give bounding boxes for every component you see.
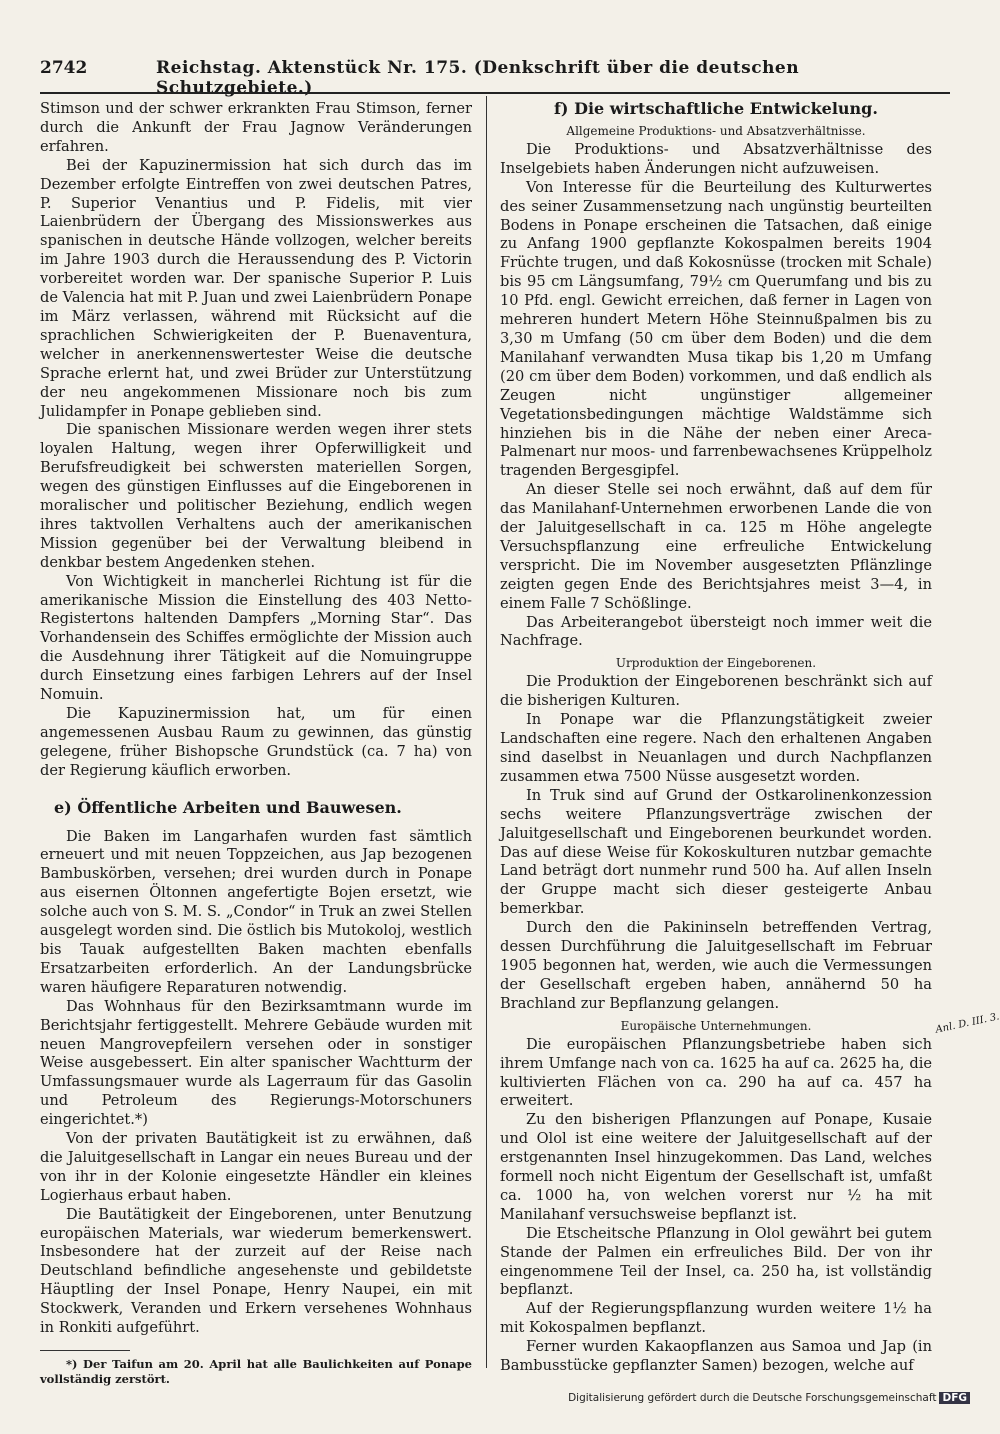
paragraph: Von der privaten Bautätigkeit ist zu erwähnen, daß die Jaluitgesellschaft in Langar ein neues Bureau und der von ihr in der Kolonie eingesetzte Händler ein kleines Logierhaus erbaut haben. — [40, 1130, 472, 1204]
paragraph: Die Produktions- und Absatzverhältnisse des Inselgebiets haben Änderungen nicht aufzuweisen. — [500, 140, 932, 177]
column-divider — [486, 96, 487, 1368]
subheading: Allgemeine Produktions- und Absatzverhältnisse. — [566, 123, 866, 138]
digitization-footer — [568, 1392, 970, 1404]
paragraph: Bei der Kapuzinermission hat sich durch das im Dezember erfolgte Eintreffen von zwei deutschen Patres, P. Superior Venantius und P. Fidelis, mit vier Laienbrüdern der Übergang des Missionswerkes aus spanischen in deutsche Hände vollzogen, welcher bereits im Jahre 1903 durch die Heraussendung des P. Victorin vorbereitet worden war. Der spanische Superior P. Luis de Valencia hat mit P. Juan und zwei Laienbrüdern Ponape im März verlassen, während mit Rücksicht auf die sprachlichen Schwierigkeiten der P. Buenaventura, welcher in anerkennenswertester Weise die deutsche Sprache erlernt hat, und zwei Brüder zur Unterstützung der neu angekommenen Missionare noch bis zum Julidampfer in Ponape geblieben sind. — [40, 156, 472, 420]
footer-text: Digitalisierung gefördert durch die Deutsche Forschungsgemeinschaft — [568, 1392, 937, 1404]
header-rule — [40, 92, 950, 94]
paragraph: Das Arbeiterangebot übersteigt noch immer weit die Nachfrage. — [500, 613, 932, 650]
paragraph: In Ponape war die Pflanzungstätigkeit zweier Landschaften eine regere. Nach den erhaltenen Angaben sind daselbst in Neuanlagen und durch Nachpflanzen zusammen etwa 7500 Nüsse ausgesetzt worden. — [500, 711, 932, 785]
left-column — [40, 100, 472, 1387]
paragraph: Die europäischen Pflanzungsbetriebe haben sich ihrem Umfange nach von ca. 1625 ha auf ca. 2625 ha, die kultivierten Flächen von ca. 290 ha auf ca. 457 ha erweitert. — [500, 1035, 932, 1110]
section-heading-f: f) Die wirtschaftliche Entwickelung. — [554, 99, 878, 118]
paragraph: Das Wohnhaus für den Bezirksamtmann wurde im Berichtsjahr fertiggestellt. Mehrere Gebäude wurden mit neuen Mangrovepfeilern versehen oder in sonstiger Weise ausgebessert. Ein alter spanischer Wachtturm der Umfassungsmauer wurde als Lagerraum für das Gasolin und Petroleum des Regierungs-Motorschuners eingerichtet.*) — [40, 997, 472, 1129]
subheading: Urproduktion der Eingeborenen. — [615, 656, 817, 671]
paragraph: Durch den die Pakininseln betreffenden Vertrag, dessen Durchführung die Jaluitgesellschaft im Februar 1905 begonnen hat, werden, wie auch die Vermessungen der Gesellschaft ergeben haben, annähernd 50 ha Brachland zur Bepflanzung gelangen. — [500, 919, 932, 1012]
margin-note: Anl. D. III. 3. — [934, 1011, 1000, 1036]
paragraph: Die Bautätigkeit der Eingeborenen, unter Benutzung europäischen Materials, war wiederum bemerkenswert. Insbesondere hat der zurzeit auf der Reise nach Deutschland befindliche angesehenste und gebildetste Häuptling der Insel Ponape, Henry Naupei, ein mit Stockwerk, Veranden und Erkern versehenes Wohnhaus in Ronkiti aufgeführt. — [40, 1205, 472, 1337]
subheading: Europäische Unternehmungen. — [620, 1018, 812, 1033]
paragraph: Die Kapuzinermission hat, um für einen angemessenen Ausbau Raum zu gewinnen, das günstig gelegene, früher Bishopsche Grundstück (ca. 7 ha) von der Regierung käuflich erworben. — [40, 705, 472, 779]
right-column — [500, 100, 932, 1376]
paragraph: An dieser Stelle sei noch erwähnt, daß auf dem für das Manilahanf-Unternehmen erworbenen Lande die von der Jaluitgesellschaft in ca. 125 m Höhe angelegte Versuchspflanzung eine erfreuliche Entwickelung verspricht. Die im November ausgesetzten Pflänzlinge zeigten gegen Ende des Berichtsjahres meist 3—4, in einem Falle 7 Schößlinge. — [500, 481, 932, 612]
paragraph: Von Interesse für die Beurteilung des Kulturwertes des seiner Zusammensetzung nach ungünstig beurteilten Bodens in Ponape erscheinen die Tatsachen, daß einige zu Anfang 1900 gepflanzte Kokospalmen bereits 1904 Früchte trugen, und daß Kokosnüsse (trocken mit Schale) bis 95 cm Längsumfang, 79½ cm Querumfang und bis zu 10 Pfd. engl. Gewicht erreichen, daß ferner in Lagen von mehreren hundert Metern Höhe Steinnußpalmen bis zu 3,30 m Umfang (50 cm über dem Boden) und die dem Manilahanf verwandten Musa tikap bis 1,20 m Umfang (20 cm über dem Boden) vorkommen, und daß endlich als Zeugen nicht ungünstiger allgemeiner Vegetationsbedingungen mächtige Waldstämme sich hinziehen bis in die Nähe der neben einer Areca-Palmenart nur moos- und farrenbewachsenes Krüppelholz tragenden Bergesgipfel. — [500, 178, 932, 480]
paragraph: Von Wichtigkeit in mancherlei Richtung ist für die amerikanische Mission die Einstellung des 403 Netto-Registertons haltenden Dampfers „Morning Star“. Das Vorhandensein des Schiffes ermöglichte der Mission auch die Ausdehnung ihrer Tätigkeit auf die Nomuingruppe durch Einsetzung eines farbigen Lehrers auf der Insel Nomuin. — [40, 572, 472, 704]
paragraph: Auf der Regierungspflanzung wurden weitere 1½ ha mit Kokospalmen bepflanzt. — [500, 1300, 932, 1337]
paragraph: Stimson und der schwer erkrankten Frau Stimson, ferner durch die Ankunft der Frau Jagnow Veränderungen erfahren. — [40, 100, 472, 155]
paragraph: In Truk sind auf Grund der Ostkarolinenkonzession sechs weitere Pflanzungsverträge zwischen der Jaluitgesellschaft und Eingeborenen beurkundet worden. Das auf diese Weise für Kokoskulturen nutzbar gemachte Land beträgt dort nunmehr rund 500 ha. Auf allen Inseln der Gruppe macht sich dieser gesteigerte Anbau bemerkbar. — [500, 786, 932, 918]
paragraph: Zu den bisherigen Pflanzungen auf Ponape, Kusaie und Olol ist eine weitere der Jaluitgesellschaft auf der erstgenannten Insel hinzugekommen. Das Land, welches formell noch nicht Eigentum der Gesellschaft ist, umfaßt ca. 1000 ha, von welchen vorerst nur ½ ha mit Manilahanf versuchsweise bepflanzt ist. — [500, 1111, 932, 1223]
paragraph: Die Produktion der Eingeborenen beschränkt sich auf die bisherigen Kulturen. — [500, 673, 932, 710]
paragraph: Ferner wurden Kakaopflanzen aus Samoa und Jap (in Bambusstücke gepflanzter Samen) bezogen, welche auf — [500, 1338, 932, 1375]
paragraph: Die Etscheitsche Pflanzung in Olol gewährt bei gutem Stande der Palmen ein erfreuliches Bild. Der von ihr eingenommene Teil der Insel, ca. 250 ha, ist vollständig bepflanzt. — [500, 1224, 932, 1299]
page-number: 2742 — [40, 58, 88, 78]
section-heading-e: e) Öffentliche Arbeiten und Bauwesen. — [54, 797, 402, 817]
page-title: Reichstag. Aktenstück Nr. 175. (Denkschrift über die deutschen Schutzgebiete.) — [156, 58, 800, 98]
dfg-logo: DFG — [939, 1392, 970, 1404]
paragraph: Die spanischen Missionare werden wegen ihrer stets loyalen Haltung, wegen ihrer Opferwilligkeit und Berufsfreudigkeit bei schwersten materiellen Sorgen, wegen des günstigen Einflusses auf die Eingeborenen in moralischer und politischer Beziehung, endlich wegen ihres taktvollen Verhaltens auch der amerikanischen Mission gegenüber bei der Verwaltung bleibend in denkbar bestem Angedenken stehen. — [40, 421, 472, 571]
footnote-rule — [40, 1350, 130, 1351]
paragraph: Die Baken im Langarhafen wurden fast sämtlich erneuert und mit neuen Toppzeichen, aus Jap bezogenen Bambuskörben, versehen; drei wurden durch in Ponape aus eisernen Öltonnen angefertigte Bojen ersetzt, wie solche auch von S. M. S. „Condor“ in Truk an zwei Stellen ausgelegt worden sind. Die östlich bis Mutokoloj, westlich bis Tauak aufgestellten Baken machten ebenfalls Ersatzarbeiten erforderlich. An der Landungsbrücke waren häufigere Reparaturen notwendig. — [40, 827, 472, 996]
footnote: *) Der Taifun am 20. April hat alle Baulichkeiten auf Ponape vollständig zerstört. — [40, 1357, 472, 1386]
page-header — [40, 58, 940, 98]
